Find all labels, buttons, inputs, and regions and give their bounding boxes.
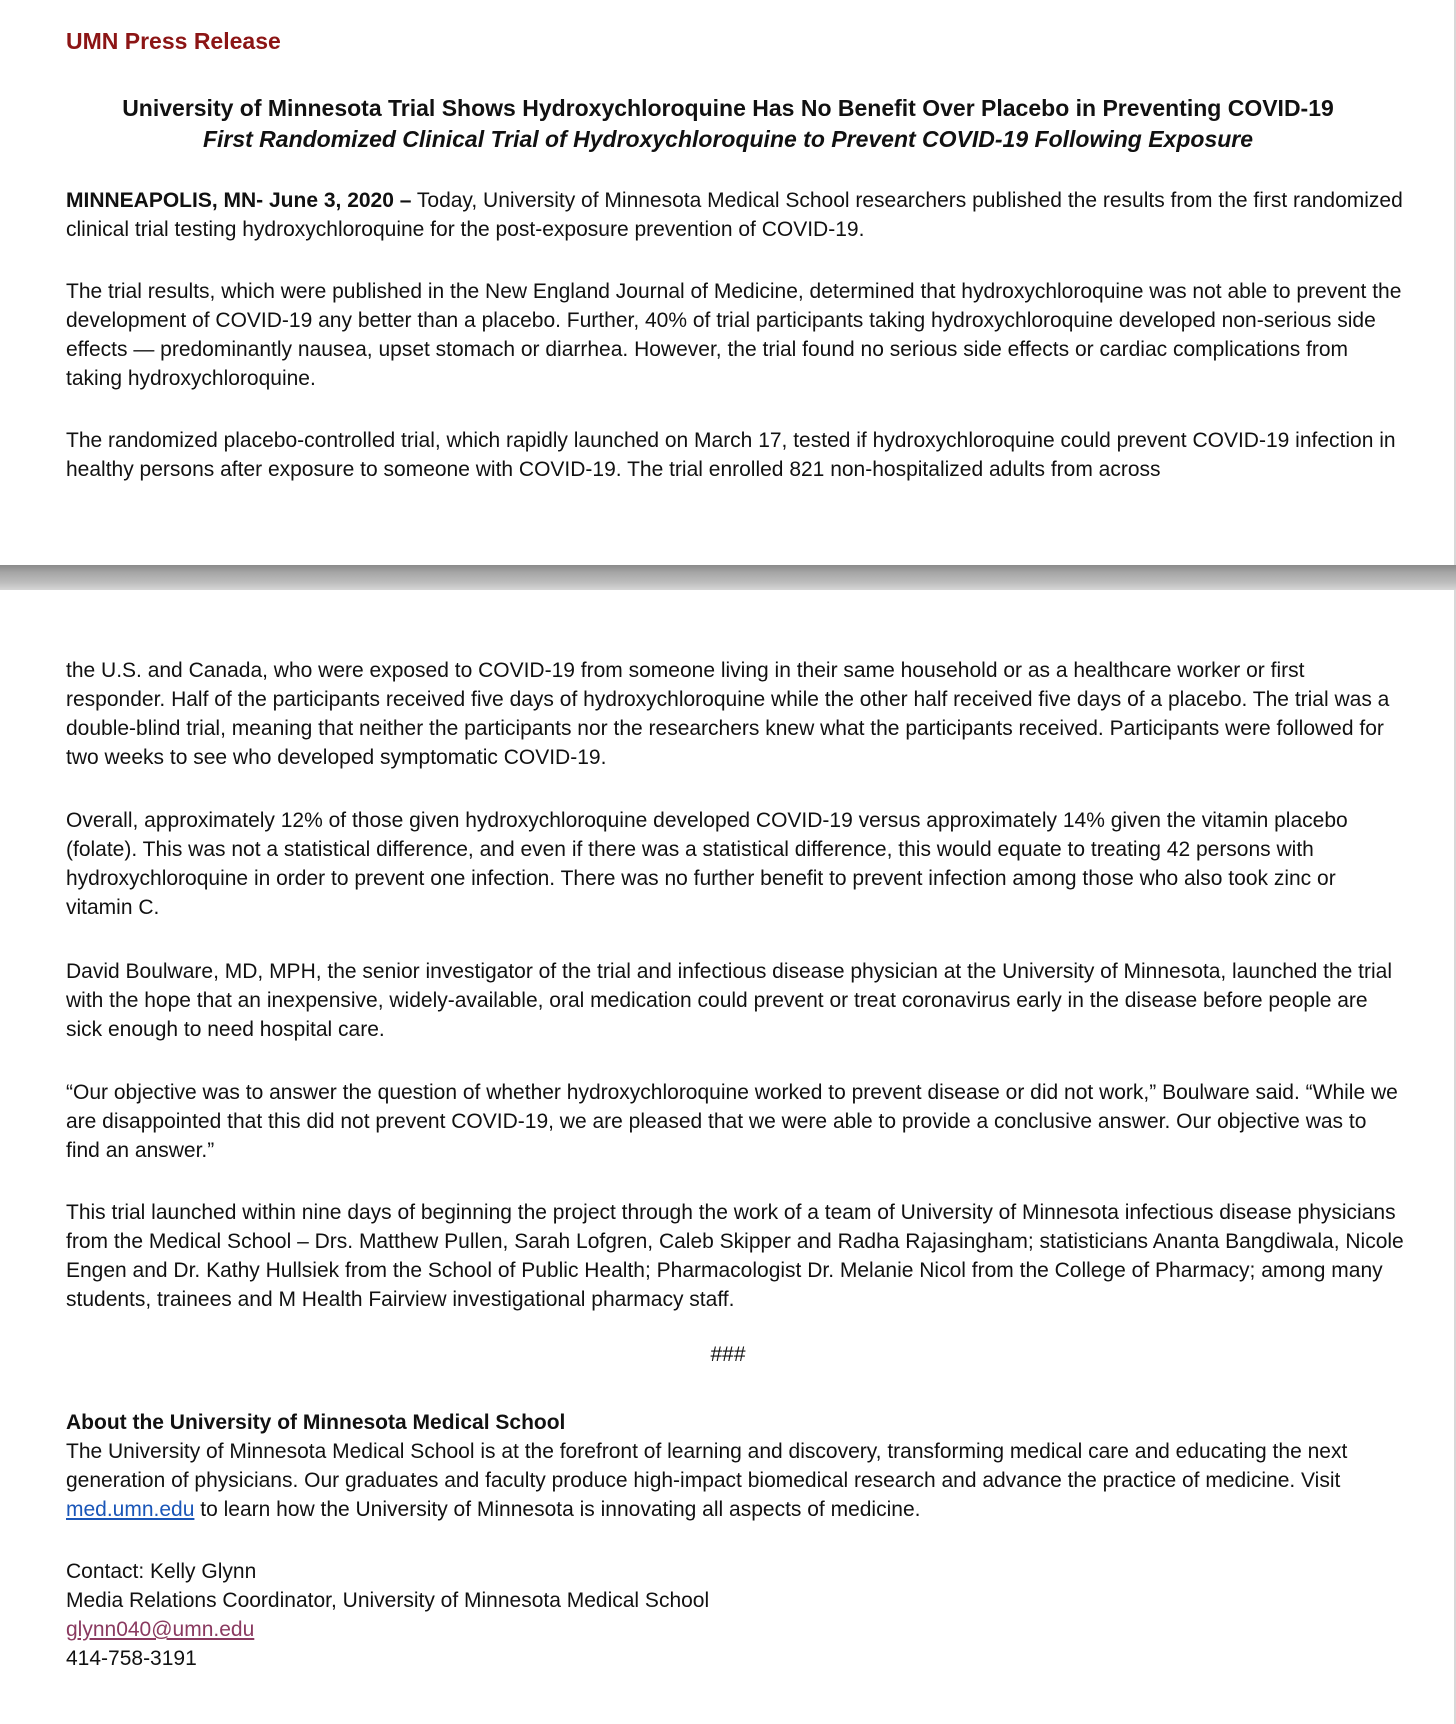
paragraph-team: This trial launched within nine days of beginning the project through the work of a team of University of Minnesota infectious disease physicians from the Medical School – Drs. Matthew Pullen, Sarah Lofgren, Caleb Skipper and Radha Rajasingham; statisticians Ananta Bangdiwala, Nicole Engen and Dr. Kathy Hullsiek from the School of Public Health; Pharmacologist Dr. Melanie Nicol from the College of Pharmacy; among many students, trainees and M Health Fairview investigational pharmacy staff. bbox=[66, 1201, 1404, 1311]
paragraph-outcomes: Overall, approximately 12% of those given hydroxychloroquine developed COVID-19 versus approximately 14% given the vitamin placebo (folate). This was not a statistical difference, and even if there was a statistical difference, this would equate to treating 42 persons with hydroxychloroquine in order to prevent one infection. There was no further benefit to prevent infection among those who also took zinc or vitamin C. bbox=[66, 809, 1348, 919]
contact-name: Contact: Kelly Glynn bbox=[66, 1560, 257, 1583]
paragraph-trial-design: The randomized placebo-controlled trial, which rapidly launched on March 17, tested if hydroxychloroquine could prevent COVID-19 infection in healthy persons after exposure to someone with COVID-19. The trial enrolled 821 non-hospitalized adults from across bbox=[66, 429, 1396, 481]
paragraph-quote: “Our objective was to answer the question of whether hydroxychloroquine worked to prevent disease or did not work,” Boulware said. “While we are disappointed that this did not prevent COVID-19, we are pleased that we were able to provide a conclusive answer. Our objective was to find an answer.” bbox=[66, 1081, 1398, 1162]
paragraph-intro bbox=[66, 186, 1406, 244]
contact-section bbox=[66, 1557, 1406, 1673]
press-release-label: UMN Press Release bbox=[66, 28, 281, 54]
page-break bbox=[0, 565, 1456, 590]
about-heading: About the University of Minnesota Medical School bbox=[66, 1411, 566, 1434]
end-separator: ### bbox=[710, 1343, 746, 1366]
paragraph-trial-design-continued: the U.S. and Canada, who were exposed to COVID-19 from someone living in their same household or as a healthcare worker or first responder. Half of the participants received five days of hydroxychloroquine while the other half received five days of a placebo. The trial was a double-blind trial, meaning that neither the participants nor the researchers knew what the participants received. Participants were followed for two weeks to see who developed symptomatic COVID-19. bbox=[66, 659, 1390, 769]
paragraph-results: The trial results, which were published in the New England Journal of Medicine, determined that hydroxychloroquine was not able to prevent the development of COVID-19 any better than a placebo. Further, 40% of trial participants taking hydroxychloroquine developed non-serious side effects — predominantly nausea, upset stomach or diarrhea. However, the trial found no serious side effects or cardiac complications from taking hydroxychloroquine. bbox=[66, 280, 1402, 390]
dateline: MINNEAPOLIS, MN- June 3, 2020 – bbox=[66, 189, 412, 212]
about-section bbox=[66, 1408, 1406, 1524]
page-1 bbox=[0, 0, 1456, 565]
page-title: University of Minnesota Trial Shows Hydroxychloroquine Has No Benefit Over Placebo in Preventing COVID-19 bbox=[122, 95, 1334, 121]
about-text-end: to learn how the University of Minnesota is innovating all aspects of medicine. bbox=[194, 1498, 921, 1521]
intro-text: Today, University of Minnesota Medical School researchers published the results from the first randomized clinical trial testing hydroxychloroquine for the post-exposure prevention of COVID-19. bbox=[66, 189, 1403, 241]
headline-block bbox=[0, 93, 1456, 155]
about-text: The University of Minnesota Medical School is at the forefront of learning and discovery, transforming medical care and educating the next generation of physicians. Our graduates and faculty produce high-impact biomedical research and advance the practice of medicine. Visit bbox=[66, 1440, 1348, 1492]
page-subtitle: First Randomized Clinical Trial of Hydroxychloroquine to Prevent COVID-19 Following Exposure bbox=[202, 126, 1254, 152]
med-umn-link[interactable]: med.umn.edu bbox=[66, 1498, 195, 1521]
contact-phone: 414-758-3191 bbox=[66, 1647, 197, 1670]
contact-email-link[interactable]: glynn040@umn.edu bbox=[66, 1618, 255, 1641]
paragraph-investigator: David Boulware, MD, MPH, the senior investigator of the trial and infectious disease physician at the University of Minnesota, launched the trial with the hope that an inexpensive, widely-available, oral medication could prevent or treat coronavirus early in the disease before people are sick enough to need hospital care. bbox=[66, 960, 1392, 1041]
contact-role: Media Relations Coordinator, University of Minnesota Medical School bbox=[66, 1589, 710, 1612]
